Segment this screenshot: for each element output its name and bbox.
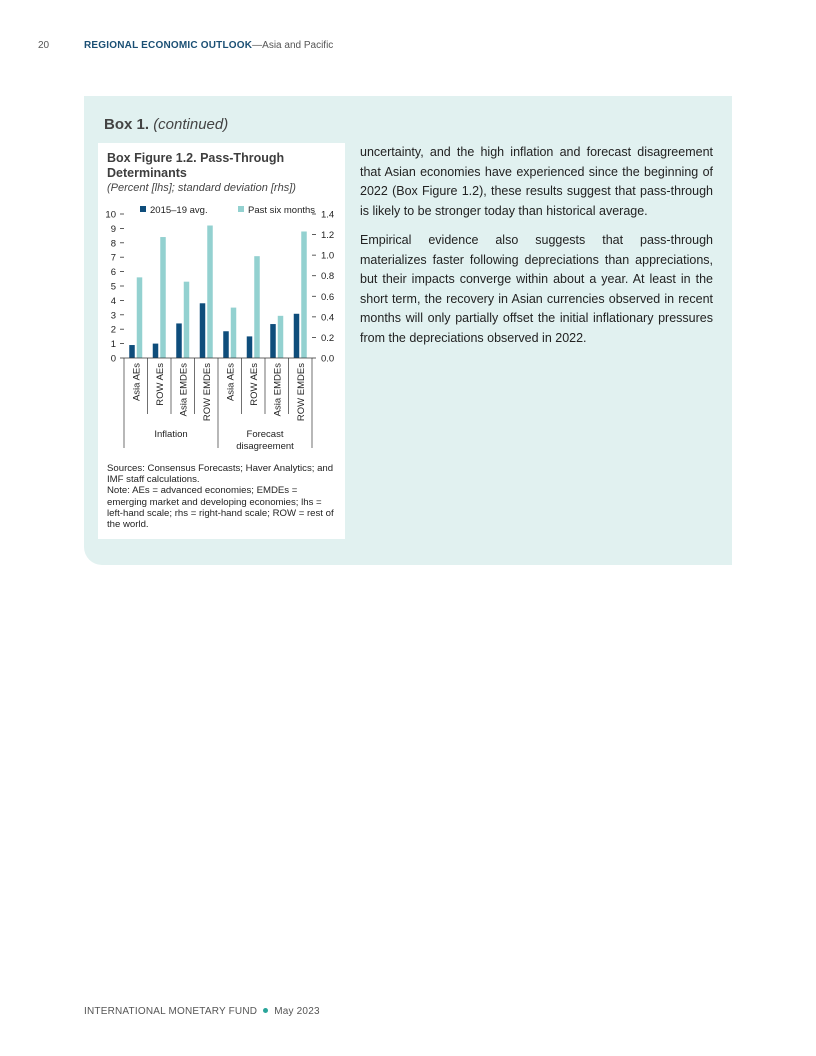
bar-avg — [129, 345, 135, 358]
y-right-tick-label: 0.8 — [321, 271, 335, 283]
y-right-tick-label: 1.4 — [321, 209, 335, 221]
y-right-tick-label: 1.0 — [321, 250, 335, 262]
y-left-tick-label: 2 — [110, 324, 116, 336]
bar-avg — [247, 336, 253, 358]
box-label: Box 1. — [104, 116, 150, 133]
category-label: Asia AEs — [225, 363, 237, 402]
bar-avg — [294, 314, 300, 358]
figure-subtitle: (Percent [lhs]; standard deviation [rhs]) — [107, 182, 296, 194]
page-number: 20 — [38, 40, 50, 51]
bar-past-six-months — [254, 256, 260, 358]
y-left-tick-label: 3 — [110, 310, 116, 322]
running-header — [38, 40, 333, 51]
bar-past-six-months — [160, 237, 166, 358]
y-right-tick-label: 0.2 — [321, 332, 335, 344]
bar-past-six-months — [231, 308, 237, 358]
group-label: disagreement — [236, 441, 294, 452]
group-label: Inflation — [154, 429, 188, 440]
footer-org: INTERNATIONAL MONETARY FUND — [84, 1006, 258, 1017]
bar-avg — [223, 331, 229, 358]
publication-subtitle: —Asia and Pacific — [252, 40, 334, 51]
y-left-tick-label: 0 — [110, 353, 116, 365]
y-left-tick-label: 7 — [110, 252, 116, 264]
y-left-tick-label: 9 — [110, 223, 116, 235]
bar-past-six-months — [278, 316, 284, 358]
group-label: Forecast — [246, 429, 284, 440]
y-right-tick-label: 0.4 — [321, 312, 335, 324]
figure-sources: Sources: Consensus Forecasts; Haver Analytics; and IMF staff calculations. — [107, 463, 334, 486]
y-left-tick-label: 10 — [105, 209, 116, 221]
legend-label-past-six-months: Past six months — [248, 205, 316, 216]
legend-swatch-avg — [140, 206, 146, 212]
category-label: ROW EMDEs — [201, 363, 213, 422]
y-left-tick-label: 8 — [110, 238, 116, 250]
y-left-tick-label: 6 — [110, 267, 116, 279]
figure-note: Note: AEs = advanced economies; EMDEs = emerging market and developing economies; lhs = left-hand scale; rhs = right-hand scale; ROW = rest of the world. — [107, 485, 334, 531]
box-title — [104, 116, 228, 133]
y-right-tick-label: 1.2 — [321, 230, 335, 242]
pass-through-chart — [98, 198, 345, 460]
y-left-tick-label: 5 — [110, 281, 116, 293]
bar-past-six-months — [301, 231, 307, 358]
category-label: ROW AEs — [248, 363, 260, 406]
category-label: Asia EMDEs — [272, 363, 284, 417]
figure-title: Box Figure 1.2. Pass-Through Determinants — [107, 151, 285, 180]
legend-label-avg: 2015–19 avg. — [150, 205, 208, 216]
figure-notes — [107, 463, 339, 530]
bar-past-six-months — [137, 277, 143, 358]
bar-past-six-months — [207, 226, 213, 358]
footer-date: May 2023 — [274, 1006, 320, 1017]
body-paragraph: Empirical evidence also suggests that pass-through materializes faster following depreciations than appreciations, but their impacts converge within about a year. At least in the short term, the recovery in Asian currencies observed in recent months will only partially offset the initial inflationary pressures from the depreciations observed in 2022. — [360, 233, 713, 345]
y-left-tick-label: 4 — [110, 295, 116, 307]
running-footer — [84, 1006, 320, 1017]
category-label: ROW EMDEs — [295, 363, 307, 422]
footer-dot-icon — [263, 1008, 268, 1013]
body-paragraph: uncertainty, and the high inflation and forecast disagreement that Asian economies have experienced since the beginning of 2022 (Box Figure 1.2), these results suggest that pass-through is likely to be stronger today than historical average. — [360, 145, 713, 218]
body-text — [360, 143, 713, 358]
box-continued: (continued) — [153, 116, 229, 133]
category-label: ROW AEs — [154, 363, 166, 406]
legend-swatch-past-six-months — [238, 206, 244, 212]
category-label: Asia AEs — [131, 363, 143, 402]
bar-past-six-months — [184, 282, 190, 358]
y-right-tick-label: 0.0 — [321, 353, 335, 365]
category-label: Asia EMDEs — [178, 363, 190, 417]
publication-title: REGIONAL ECONOMIC OUTLOOK — [84, 40, 253, 51]
bar-avg — [200, 303, 206, 358]
bar-avg — [270, 324, 276, 358]
y-right-tick-label: 0.6 — [321, 291, 335, 303]
y-left-tick-label: 1 — [110, 339, 116, 351]
bar-avg — [153, 344, 159, 358]
bar-avg — [176, 323, 182, 358]
